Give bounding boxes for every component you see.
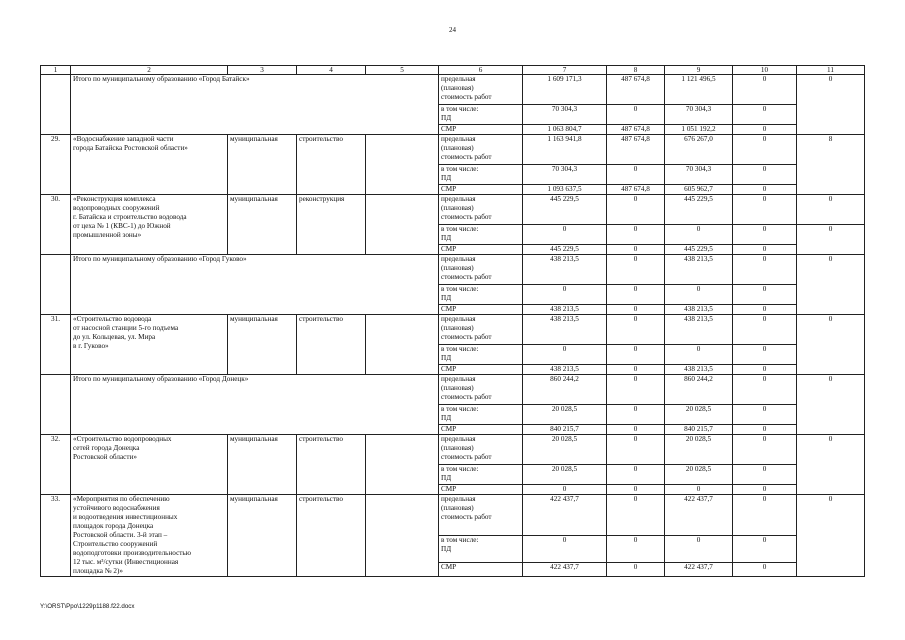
value-c9: 438 213,5 (665, 365, 733, 375)
total-name: Итого по муниципальному образованию «Город Донецк» (71, 375, 439, 435)
value-c7: 20 028,5 (523, 435, 607, 465)
value-c10: 0 (733, 536, 797, 563)
table-row (41, 435, 865, 465)
cost-category: в том числе: ПД (439, 105, 523, 125)
cost-category: предельная (плановая) стоимость работ (439, 255, 523, 285)
work-type: строительство (297, 315, 366, 375)
cost-category: СМР (439, 125, 523, 135)
value-c10: 0 (733, 135, 797, 165)
value-c8: 0 (607, 536, 665, 563)
file-path: Y:\ORST\Ppo\1229p1188.f22.docx (40, 603, 135, 610)
value-c11: 0 (797, 255, 865, 315)
ownership-type: муниципальная (228, 135, 297, 195)
cost-category: СМР (439, 563, 523, 577)
cost-category: в том числе: ПД (439, 225, 523, 245)
cost-category: предельная (плановая) стоимость работ (439, 495, 523, 536)
value-c8: 0 (607, 195, 665, 225)
object-name: «Строительство водовода от насосной станции 5-го подъема до ул. Кольцевая, ул. Мира в г. Гуково» (71, 315, 228, 375)
column-number-2: 2 (71, 66, 228, 75)
column-5-cell (366, 135, 439, 195)
value-c7: 438 213,5 (523, 315, 607, 345)
row-number-cell (41, 75, 71, 135)
value-c7: 1 093 637,5 (523, 185, 607, 195)
ownership-type: муниципальная (228, 435, 297, 495)
value-c8: 0 (607, 255, 665, 285)
total-row (41, 75, 865, 105)
column-number-11: 11 (797, 66, 865, 75)
investment-table (40, 65, 865, 577)
value-c10: 0 (733, 485, 797, 495)
cost-category: в том числе: ПД (439, 285, 523, 305)
value-c9: 20 028,5 (665, 405, 733, 425)
value-c7: 445 229,5 (523, 195, 607, 225)
value-c10: 0 (733, 465, 797, 485)
value-c9: 676 267,0 (665, 135, 733, 165)
column-number-9: 9 (665, 66, 733, 75)
cost-category: предельная (плановая) стоимость работ (439, 75, 523, 105)
value-c7: 438 213,5 (523, 305, 607, 315)
column-number-1: 1 (41, 66, 71, 75)
value-c11: 0 (797, 435, 865, 495)
cost-category: в том числе: ПД (439, 405, 523, 425)
value-c11: 0 (797, 75, 865, 135)
value-c7: 70 304,3 (523, 165, 607, 185)
value-c8: 0 (607, 425, 665, 435)
value-c9: 0 (665, 536, 733, 563)
value-c9: 860 244,2 (665, 375, 733, 405)
row-number: 32. (41, 435, 71, 495)
value-c10: 0 (733, 165, 797, 185)
value-c9: 438 213,5 (665, 255, 733, 285)
value-c7: 70 304,3 (523, 105, 607, 125)
value-c9: 605 962,7 (665, 185, 733, 195)
value-c8: 487 674,8 (607, 75, 665, 105)
value-c7: 1 063 804,7 (523, 125, 607, 135)
cost-category: в том числе: ПД (439, 536, 523, 563)
cost-category: СМР (439, 425, 523, 435)
ownership-type: муниципальная (228, 495, 297, 577)
value-c10: 0 (733, 125, 797, 135)
value-c11: 0 (797, 225, 865, 255)
value-c7: 0 (523, 225, 607, 245)
table-row (41, 495, 865, 536)
value-c10: 0 (733, 315, 797, 345)
row-number-cell (41, 255, 71, 315)
column-number-7: 7 (523, 66, 607, 75)
cost-category: СМР (439, 185, 523, 195)
value-c8: 0 (607, 485, 665, 495)
value-c7: 840 215,7 (523, 425, 607, 435)
value-c8: 0 (607, 245, 665, 255)
work-type: реконструкция (297, 195, 366, 255)
value-c10: 0 (733, 75, 797, 105)
value-c8: 0 (607, 563, 665, 577)
value-c9: 438 213,5 (665, 305, 733, 315)
value-c8: 0 (607, 165, 665, 185)
column-5-cell (366, 495, 439, 577)
value-c7: 0 (523, 345, 607, 365)
total-row (41, 255, 865, 285)
value-c9: 0 (665, 285, 733, 305)
value-c8: 487 674,8 (607, 185, 665, 195)
cost-category: предельная (плановая) стоимость работ (439, 315, 523, 345)
cost-category: предельная (плановая) стоимость работ (439, 135, 523, 165)
value-c9: 445 229,5 (665, 245, 733, 255)
value-c8: 0 (607, 435, 665, 465)
value-c10: 0 (733, 255, 797, 285)
object-name: «Строительство водопроводных сетей города Донецка Ростовской области» (71, 435, 228, 495)
value-c7: 422 437,7 (523, 563, 607, 577)
row-number-cell (41, 375, 71, 435)
value-c7: 438 213,5 (523, 255, 607, 285)
value-c9: 1 051 192,2 (665, 125, 733, 135)
value-c9: 20 028,5 (665, 465, 733, 485)
value-c10: 0 (733, 195, 797, 225)
value-c9: 422 437,7 (665, 495, 733, 536)
value-c8: 0 (607, 345, 665, 365)
value-c10: 0 (733, 245, 797, 255)
value-c11: 8 (797, 135, 865, 195)
value-c8: 0 (607, 405, 665, 425)
row-number: 33. (41, 495, 71, 577)
row-number: 31. (41, 315, 71, 375)
cost-category: СМР (439, 365, 523, 375)
value-c7: 0 (523, 485, 607, 495)
value-c11: 0 (797, 315, 865, 375)
value-c10: 0 (733, 405, 797, 425)
value-c8: 0 (607, 225, 665, 245)
value-c8: 487 674,8 (607, 125, 665, 135)
column-5-cell (366, 435, 439, 495)
value-c7: 438 213,5 (523, 365, 607, 375)
value-c9: 0 (665, 225, 733, 245)
value-c8: 0 (607, 305, 665, 315)
value-c11: 0 (797, 375, 865, 435)
value-c10: 0 (733, 285, 797, 305)
value-c8: 0 (607, 105, 665, 125)
value-c7: 20 028,5 (523, 465, 607, 485)
ownership-type: муниципальная (228, 315, 297, 375)
value-c10: 0 (733, 365, 797, 375)
value-c9: 422 437,7 (665, 563, 733, 577)
value-c10: 0 (733, 495, 797, 536)
value-c9: 70 304,3 (665, 165, 733, 185)
cost-category: в том числе: ПД (439, 165, 523, 185)
value-c10: 0 (733, 375, 797, 405)
value-c8: 487 674,8 (607, 135, 665, 165)
cost-category: предельная (плановая) стоимость работ (439, 375, 523, 405)
total-name: Итого по муниципальному образованию «Город Гуково» (71, 255, 439, 315)
value-c9: 445 229,5 (665, 195, 733, 225)
object-name: «Мероприятия по обеспечению устойчивого водоснабжения и водоотведения инвестиционных площадок города Донецка Ростовской области. 3-й этап – Строительство сооружений водоподготовки производительностью 12 тыс. м³/сутки (Инвестиционная площадка № 2)» (71, 495, 228, 577)
value-c7: 1 609 171,3 (523, 75, 607, 105)
value-c10: 0 (733, 425, 797, 435)
column-5-cell (366, 315, 439, 375)
cost-category: СМР (439, 245, 523, 255)
value-c7: 860 244,2 (523, 375, 607, 405)
value-c10: 0 (733, 345, 797, 365)
value-c10: 0 (733, 435, 797, 465)
column-number-3: 3 (228, 66, 297, 75)
value-c9: 0 (665, 485, 733, 495)
value-c7: 422 437,7 (523, 495, 607, 536)
value-c9: 0 (665, 345, 733, 365)
column-5-cell (366, 195, 439, 255)
value-c9: 840 215,7 (665, 425, 733, 435)
value-c10: 0 (733, 105, 797, 125)
value-c8: 0 (607, 375, 665, 405)
value-c8: 0 (607, 315, 665, 345)
cost-category: в том числе: ПД (439, 345, 523, 365)
page-number: 24 (449, 26, 456, 34)
column-number-row (41, 66, 865, 75)
value-c10: 0 (733, 305, 797, 315)
value-c8: 0 (607, 365, 665, 375)
value-c9: 20 028,5 (665, 435, 733, 465)
value-c7: 1 163 941,8 (523, 135, 607, 165)
value-c8: 0 (607, 495, 665, 536)
value-c8: 0 (607, 285, 665, 305)
work-type: строительство (297, 135, 366, 195)
column-number-5: 5 (366, 66, 439, 75)
row-number: 30. (41, 195, 71, 255)
value-c10: 0 (733, 185, 797, 195)
value-c11: 0 (797, 495, 865, 577)
total-name: Итого по муниципальному образованию «Город Батайск» (71, 75, 439, 135)
cost-category: в том числе: ПД (439, 465, 523, 485)
value-c7: 20 028,5 (523, 405, 607, 425)
value-c7: 0 (523, 285, 607, 305)
object-name: «Реконструкция комплекса водопроводных сооружений г. Батайска и строительство водовода от цеха № 1 (КВС-1) до Южной промышленной зоны» (71, 195, 228, 255)
value-c7: 0 (523, 536, 607, 563)
column-number-6: 6 (439, 66, 523, 75)
cost-category: СМР (439, 485, 523, 495)
value-c11: 0 (797, 195, 865, 225)
cost-category: предельная (плановая) стоимость работ (439, 435, 523, 465)
column-number-10: 10 (733, 66, 797, 75)
row-number: 29. (41, 135, 71, 195)
table-row (41, 135, 865, 165)
value-c7: 445 229,5 (523, 245, 607, 255)
work-type: строительство (297, 495, 366, 577)
value-c9: 70 304,3 (665, 105, 733, 125)
table-row (41, 315, 865, 345)
value-c9: 1 121 496,5 (665, 75, 733, 105)
value-c8: 0 (607, 465, 665, 485)
column-number-8: 8 (607, 66, 665, 75)
column-number-4: 4 (297, 66, 366, 75)
cost-category: СМР (439, 305, 523, 315)
cost-category: предельная (плановая) стоимость работ (439, 195, 523, 225)
ownership-type: муниципальная (228, 195, 297, 255)
value-c10: 0 (733, 225, 797, 245)
object-name: «Водоснабжение западной части города Батайска Ростовской области» (71, 135, 228, 195)
total-row (41, 375, 865, 405)
value-c9: 438 213,5 (665, 315, 733, 345)
work-type: строительство (297, 435, 366, 495)
value-c10: 0 (733, 563, 797, 577)
table-row (41, 195, 865, 225)
